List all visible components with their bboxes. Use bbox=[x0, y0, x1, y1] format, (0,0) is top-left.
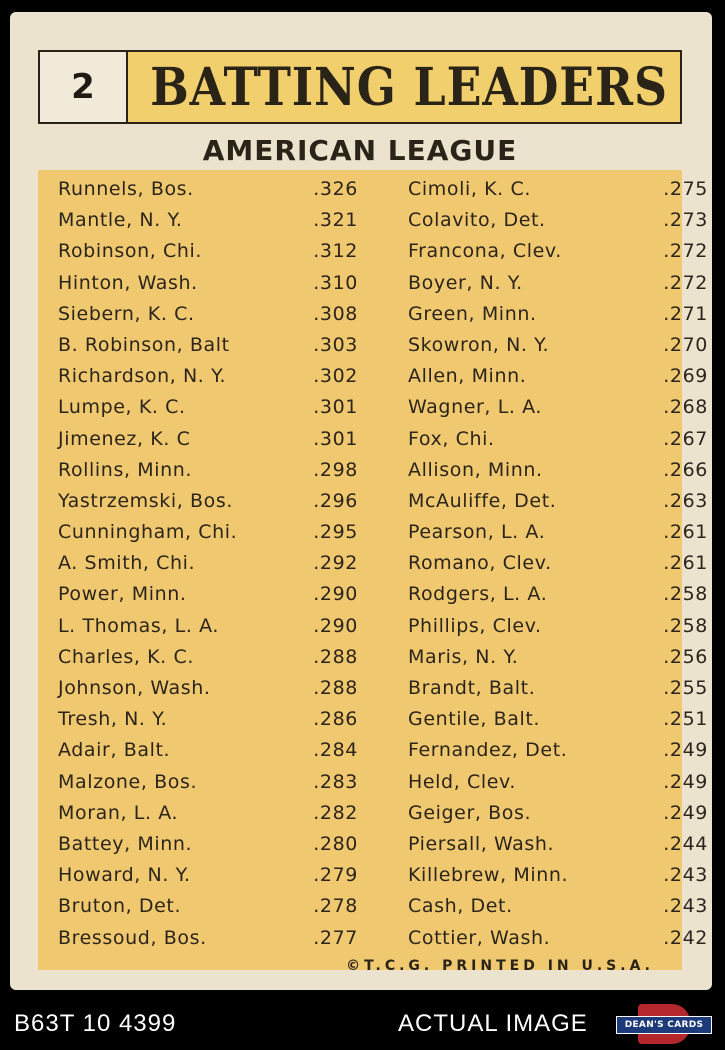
leader-row bbox=[58, 205, 358, 236]
player-name: Skowron, N. Y. bbox=[408, 333, 550, 356]
leader-row bbox=[58, 673, 358, 704]
leader-row bbox=[58, 517, 358, 548]
leader-row bbox=[58, 798, 358, 829]
batting-average: .279 bbox=[313, 864, 358, 887]
batting-average: .326 bbox=[313, 178, 358, 200]
batting-average: .295 bbox=[313, 521, 358, 544]
leader-row bbox=[408, 829, 708, 860]
player-name: Fernandez, Det. bbox=[408, 739, 568, 762]
player-name: Charles, K. C. bbox=[58, 645, 194, 668]
batting-average: .256 bbox=[663, 645, 708, 668]
player-name: Rodgers, L. A. bbox=[408, 583, 548, 606]
player-name: Maris, N. Y. bbox=[408, 645, 519, 668]
batting-average: .261 bbox=[663, 552, 708, 575]
batting-average: .284 bbox=[313, 739, 358, 762]
batting-average: .263 bbox=[663, 489, 708, 512]
batting-average: .249 bbox=[663, 801, 708, 824]
player-name: Siebern, K. C. bbox=[58, 302, 195, 325]
player-name: Francona, Clev. bbox=[408, 240, 562, 263]
leader-row bbox=[408, 330, 708, 361]
batting-average: .273 bbox=[663, 209, 708, 232]
listing-footer bbox=[0, 1000, 725, 1050]
leader-row bbox=[58, 735, 358, 766]
player-name: Bressoud, Bos. bbox=[58, 926, 207, 949]
player-name: Cash, Det. bbox=[408, 895, 513, 918]
leader-row bbox=[408, 486, 708, 517]
card-title: BATTING LEADERS bbox=[150, 56, 668, 118]
batting-average: .282 bbox=[313, 801, 358, 824]
batting-average: .302 bbox=[313, 365, 358, 388]
batting-average: .261 bbox=[663, 521, 708, 544]
leader-row bbox=[408, 455, 708, 486]
leader-row bbox=[58, 424, 358, 455]
leader-row bbox=[408, 673, 708, 704]
batting-average: .242 bbox=[663, 926, 708, 949]
batting-average: .296 bbox=[313, 489, 358, 512]
leader-row bbox=[58, 611, 358, 642]
player-name: Cimoli, K. C. bbox=[408, 178, 531, 200]
leader-row bbox=[408, 735, 708, 766]
batting-average: .290 bbox=[313, 583, 358, 606]
player-name: Bruton, Det. bbox=[58, 895, 182, 918]
actual-image-label: ACTUAL IMAGE bbox=[398, 1010, 588, 1037]
player-name: Adair, Balt. bbox=[58, 739, 171, 762]
player-name: Fox, Chi. bbox=[408, 427, 495, 450]
leaders-panel bbox=[38, 170, 708, 970]
player-name: Rollins, Minn. bbox=[58, 458, 193, 481]
leader-row bbox=[408, 236, 708, 267]
batting-average: .255 bbox=[663, 677, 708, 699]
player-name: McAuliffe, Det. bbox=[408, 489, 557, 512]
leader-row bbox=[58, 891, 358, 922]
batting-average: .312 bbox=[313, 240, 358, 263]
leader-row bbox=[408, 174, 708, 205]
leader-row bbox=[408, 704, 708, 735]
player-name: Brandt, Balt. bbox=[408, 677, 536, 699]
batting-average: .271 bbox=[663, 302, 708, 325]
player-name: Killebrew, Minn. bbox=[408, 864, 569, 887]
leader-row bbox=[408, 517, 708, 548]
player-name: Richardson, N. Y. bbox=[58, 365, 227, 388]
leader-row bbox=[58, 860, 358, 891]
batting-average: .301 bbox=[313, 396, 358, 419]
player-name: Howard, N. Y. bbox=[58, 864, 191, 887]
logo-banner-text: DEAN'S CARDS bbox=[616, 1016, 712, 1034]
player-name: Moran, L. A. bbox=[58, 801, 179, 824]
batting-average: .303 bbox=[313, 333, 358, 356]
player-name: Allen, Minn. bbox=[408, 365, 527, 388]
leader-row bbox=[408, 361, 708, 392]
leader-row bbox=[408, 579, 708, 610]
leader-row bbox=[58, 642, 358, 673]
player-name: Tresh, N. Y. bbox=[58, 708, 168, 731]
leader-row bbox=[58, 174, 358, 205]
batting-average: .243 bbox=[663, 895, 708, 918]
batting-average: .270 bbox=[663, 333, 708, 356]
batting-average: .272 bbox=[663, 271, 708, 294]
card-id-label: B63T 10 4399 bbox=[14, 1010, 177, 1037]
batting-average: .301 bbox=[313, 427, 358, 450]
leader-row bbox=[58, 330, 358, 361]
player-name: Malzone, Bos. bbox=[58, 770, 198, 793]
batting-average: .272 bbox=[663, 240, 708, 263]
batting-average: .321 bbox=[313, 209, 358, 232]
league-heading: AMERICAN LEAGUE bbox=[202, 134, 518, 167]
copyright-line: ©T.C.G. PRINTED IN U.S.A. bbox=[346, 958, 654, 974]
player-name: Boyer, N. Y. bbox=[408, 271, 523, 294]
player-name: L. Thomas, L. A. bbox=[58, 614, 220, 637]
batting-average: .298 bbox=[313, 458, 358, 481]
player-name: Held, Clev. bbox=[408, 770, 517, 793]
leader-row bbox=[408, 891, 708, 922]
player-name: Lumpe, K. C. bbox=[58, 396, 186, 419]
batting-average: .283 bbox=[313, 770, 358, 793]
player-name: Battey, Minn. bbox=[58, 832, 193, 855]
batting-average: .292 bbox=[313, 552, 358, 575]
leader-row bbox=[58, 236, 358, 267]
leader-row bbox=[58, 767, 358, 798]
player-name: Colavito, Det. bbox=[408, 209, 546, 232]
deans-cards-logo bbox=[616, 1004, 712, 1044]
batting-average: .288 bbox=[313, 677, 358, 699]
leader-row bbox=[58, 548, 358, 579]
leader-row bbox=[58, 299, 358, 330]
batting-average: .269 bbox=[663, 365, 708, 388]
leader-row bbox=[58, 455, 358, 486]
batting-average: .249 bbox=[663, 770, 708, 793]
player-name: Wagner, L. A. bbox=[408, 396, 543, 419]
leader-row bbox=[408, 299, 708, 330]
leader-row bbox=[408, 424, 708, 455]
leader-row bbox=[58, 923, 358, 954]
leader-row bbox=[58, 579, 358, 610]
leader-row bbox=[408, 860, 708, 891]
card-number: 2 bbox=[40, 52, 128, 122]
leader-row bbox=[408, 205, 708, 236]
player-name: Hinton, Wash. bbox=[58, 271, 198, 294]
batting-average: .288 bbox=[313, 645, 358, 668]
leader-row bbox=[58, 829, 358, 860]
batting-average: .308 bbox=[313, 302, 358, 325]
batting-average: .266 bbox=[663, 458, 708, 481]
leader-row bbox=[58, 486, 358, 517]
left-leaders-list bbox=[58, 174, 358, 954]
leader-row bbox=[408, 923, 708, 954]
leader-row bbox=[408, 767, 708, 798]
batting-average: .268 bbox=[663, 396, 708, 419]
batting-average: .278 bbox=[313, 895, 358, 918]
leader-row bbox=[58, 392, 358, 423]
player-name: Piersall, Wash. bbox=[408, 832, 555, 855]
right-leaders-list bbox=[408, 174, 708, 954]
batting-average: .244 bbox=[663, 832, 708, 855]
player-name: Runnels, Bos. bbox=[58, 178, 194, 200]
player-name: Geiger, Bos. bbox=[408, 801, 532, 824]
batting-average: .277 bbox=[313, 926, 358, 949]
title-banner bbox=[38, 50, 682, 124]
leader-row bbox=[58, 268, 358, 299]
leader-row bbox=[408, 611, 708, 642]
player-name: Jimenez, K. C bbox=[58, 427, 191, 450]
batting-average: .243 bbox=[663, 864, 708, 887]
player-name: Allison, Minn. bbox=[408, 458, 543, 481]
leader-row bbox=[408, 642, 708, 673]
leader-row bbox=[408, 548, 708, 579]
batting-average: .267 bbox=[663, 427, 708, 450]
player-name: Gentile, Balt. bbox=[408, 708, 541, 731]
baseball-card bbox=[10, 12, 712, 990]
batting-average: .251 bbox=[663, 708, 708, 731]
player-name: Phillips, Clev. bbox=[408, 614, 542, 637]
batting-average: .249 bbox=[663, 739, 708, 762]
player-name: Johnson, Wash. bbox=[58, 677, 211, 699]
player-name: Cottier, Wash. bbox=[408, 926, 551, 949]
leader-row bbox=[58, 704, 358, 735]
player-name: B. Robinson, Balt bbox=[58, 333, 230, 356]
player-name: Green, Minn. bbox=[408, 302, 537, 325]
batting-average: .258 bbox=[663, 583, 708, 606]
player-name: Pearson, L. A. bbox=[408, 521, 546, 544]
player-name: Romano, Clev. bbox=[408, 552, 552, 575]
leader-row bbox=[408, 392, 708, 423]
batting-average: .258 bbox=[663, 614, 708, 637]
batting-average: .310 bbox=[313, 271, 358, 294]
player-name: Robinson, Chi. bbox=[58, 240, 203, 263]
batting-average: .280 bbox=[313, 832, 358, 855]
batting-average: .275 bbox=[663, 178, 708, 200]
leader-row bbox=[408, 798, 708, 829]
player-name: Cunningham, Chi. bbox=[58, 521, 238, 544]
player-name: Yastrzemski, Bos. bbox=[58, 489, 234, 512]
batting-average: .286 bbox=[313, 708, 358, 731]
player-name: A. Smith, Chi. bbox=[58, 552, 196, 575]
player-name: Mantle, N. Y. bbox=[58, 209, 183, 232]
leader-row bbox=[58, 361, 358, 392]
leader-row bbox=[408, 268, 708, 299]
batting-average: .290 bbox=[313, 614, 358, 637]
player-name: Power, Minn. bbox=[58, 583, 187, 606]
